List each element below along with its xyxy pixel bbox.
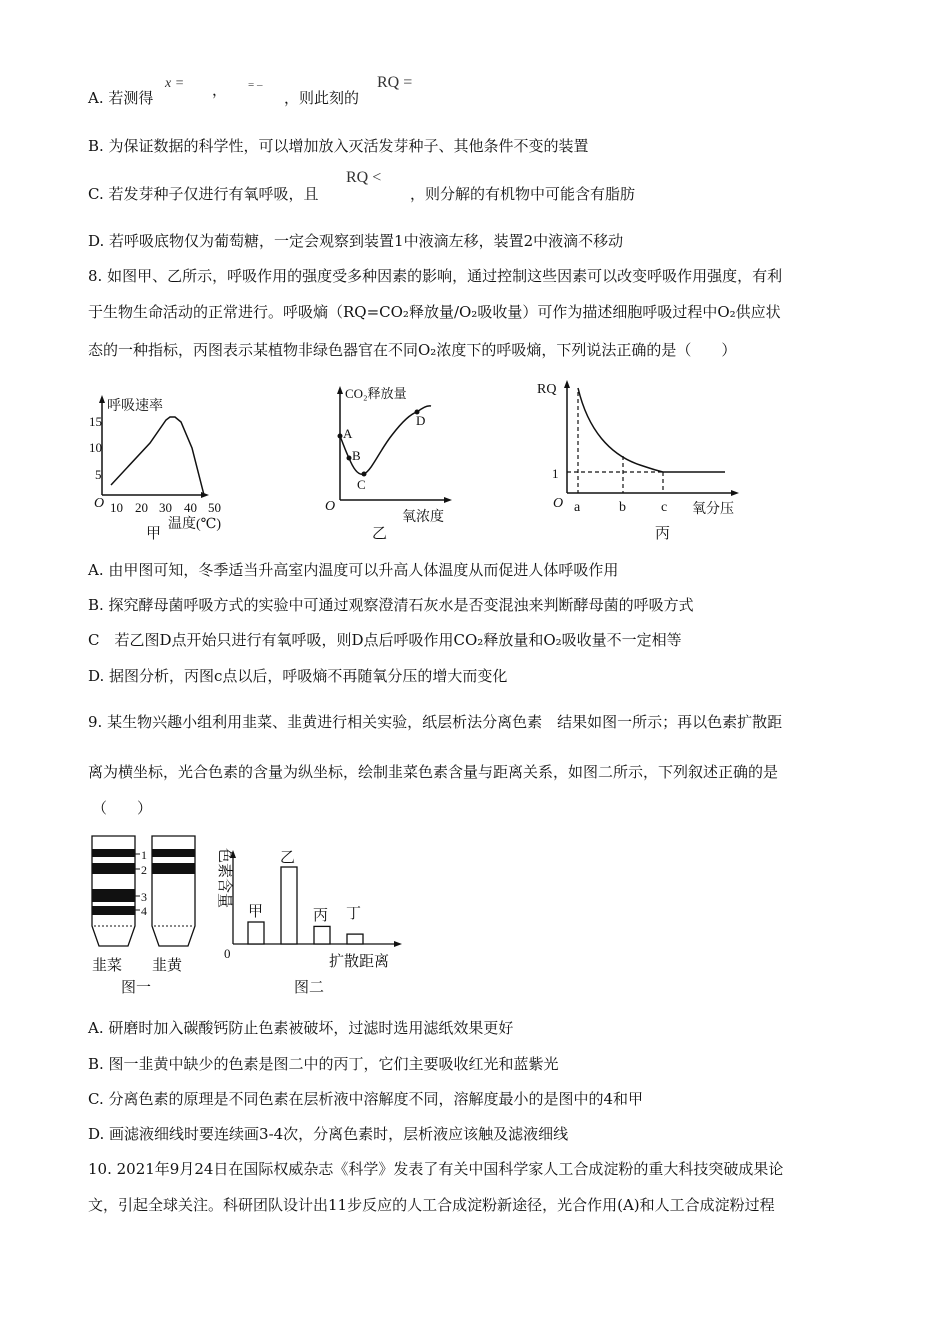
y-axis-label: 色素含量 <box>216 848 232 909</box>
question-9-line1: 9. 某生物兴趣小组利用韭菜、韭黄进行相关实验，纸层析法分离色素 结果如图一所示；再以色素扩散距 <box>88 713 783 731</box>
y-tick: 15 <box>89 414 102 429</box>
option-7a-suffix: ，则此刻的 <box>284 89 360 107</box>
x-axis-label: 氧分压 <box>692 502 734 517</box>
formula-rq-less: RQ < <box>346 169 382 186</box>
option-8b: B. 探究酵母菌呼吸方式的实验中可通过观察澄清石灰水是否变混浊来判断酵母菌的呼吸方式 <box>88 596 694 614</box>
bar-label: 乙 <box>280 850 296 866</box>
figure-2-bar <box>216 848 402 996</box>
x-tick: 40 <box>184 500 197 515</box>
rate-curve <box>111 417 204 495</box>
bar-乙 <box>281 867 297 944</box>
y-axis-label: RQ <box>537 382 557 397</box>
option-8c: C 若乙图D点开始只进行有氧呼吸，则D点后呼吸作用CO₂释放量和O₂吸收量不一定相等 <box>88 631 682 649</box>
strip-label: 韭黄 <box>152 958 183 974</box>
x-tick: c <box>661 500 668 515</box>
caption: 甲 <box>146 526 162 542</box>
question-8-line1: 8. 如图甲、乙所示，呼吸作用的强度受多种因素的影响，通过控制这些因素可以改变呼吸作用强度，有利 <box>88 267 783 285</box>
caption: 图一 <box>121 980 152 996</box>
bar-丙 <box>314 926 330 944</box>
x-tick: 50 <box>208 500 221 515</box>
option-8d: D. 据图分析，丙图c点以后，呼吸熵不再随氧分压的增大而变化 <box>88 667 508 685</box>
comma: ， <box>212 81 228 99</box>
origin: O <box>553 496 564 511</box>
figure-jia <box>89 395 221 542</box>
question-9-line2: 离为横坐标，光合色素的含量为纵坐标，绘制韭菜色素含量与距离关系，如图二所示，下列叙述正确的是 <box>88 763 779 781</box>
bar-甲 <box>248 922 264 944</box>
figure-1-chromatography <box>92 836 195 996</box>
question-10-line2: 文，引起全球关注。科研团队设计出11步反应的人工合成淀粉新途径，光合作用(A)和人工合成淀粉过程 <box>88 1196 775 1214</box>
band-label: 4 <box>141 904 147 918</box>
band-1 <box>152 849 195 857</box>
question-9-line3: （ ） <box>92 799 153 817</box>
x-tick: 30 <box>159 500 172 515</box>
formula-x: x = <box>165 76 185 91</box>
option-8a: A. 由甲图可知，冬季适当升高室内温度可以升高人体温度从而促进人体呼吸作用 <box>88 561 619 579</box>
caption: 丙 <box>655 526 671 542</box>
option-7d: D. 若呼吸底物仅为葡萄糖，一定会观察到装置1中液滴左移，装置2中液滴不移动 <box>88 232 624 250</box>
y-tick: 5 <box>95 467 102 482</box>
option-9a: A. 研磨时加入碳酸钙防止色素被破坏，过滤时选用滤纸效果更好 <box>88 1019 514 1037</box>
origin: O <box>325 499 336 514</box>
option-9c: C. 分离色素的原理是不同色素在层析液中溶解度不同，溶解度最小的是图中的4和甲 <box>88 1090 644 1108</box>
question-8-line2: 于生物生命活动的正常进行。呼吸熵（RQ=CO₂释放量/O₂吸收量）可作为描述细胞呼吸过程中O₂供应状 <box>88 303 781 321</box>
option-9b: B. 图一韭黄中缺少的色素是图二中的丙丁，它们主要吸收红光和蓝紫光 <box>88 1055 559 1073</box>
figure-bing <box>537 380 739 542</box>
option-7a: A. 若测得 <box>88 89 154 107</box>
point-label: D <box>416 413 426 428</box>
option-7c: C. 若发芽种子仅进行有氧呼吸，且 <box>88 185 319 203</box>
option-7b: B. 为保证数据的科学性，可以增加放入灭活发芽种子、其他条件不变的装置 <box>88 137 589 155</box>
point-label: C <box>357 477 366 492</box>
x-tick: b <box>619 500 626 515</box>
origin: O <box>94 496 105 511</box>
bar-丁 <box>347 934 363 944</box>
x-tick: 20 <box>135 500 148 515</box>
band-label: 3 <box>141 890 147 904</box>
strip-label: 韭菜 <box>92 958 123 974</box>
band-1 <box>92 849 135 857</box>
x-axis-label: 温度(℃) <box>168 517 221 532</box>
band-label: 1 <box>141 848 147 862</box>
question-10-line1: 10. 2021年9月24日在国际权威杂志《科学》发表了有关中国科学家人工合成淀粉的重大科技突破成果论 <box>88 1160 784 1178</box>
band-3 <box>92 889 135 902</box>
bar-label: 丙 <box>313 908 329 924</box>
y-tick: 1 <box>552 466 559 481</box>
x-tick: a <box>574 500 581 515</box>
formula-fraction: = – <box>248 79 263 91</box>
band-2 <box>92 863 135 874</box>
question-8-line3: 态的一种指标，丙图表示某植物非绿色器官在不同O₂浓度下的呼吸熵，下列说法正确的是（ ） <box>88 341 737 359</box>
bar-label: 丁 <box>346 906 362 922</box>
band-4 <box>92 906 135 915</box>
option-7c-suffix: ，则分解的有机物中可能含有脂肪 <box>410 185 636 203</box>
point-label: B <box>352 448 361 463</box>
formula-rq: RQ = <box>377 74 413 91</box>
caption: 图二 <box>294 980 325 996</box>
point-label: A <box>343 426 353 441</box>
option-9d: D. 画滤液细线时要连续画3-4次，分离色素时，层析液应该触及滤液细线 <box>88 1125 569 1143</box>
x-axis-label: 氧浓度 <box>402 510 444 525</box>
y-axis-label: CO₂释放量 <box>345 386 407 401</box>
rq-curve <box>578 388 725 472</box>
bar-label: 甲 <box>248 904 264 920</box>
figure-yi <box>325 386 452 542</box>
y-axis-label: 呼吸速率 <box>107 399 163 414</box>
y-tick: 10 <box>89 440 102 455</box>
x-axis-label: 扩散距离 <box>329 954 390 970</box>
band-2 <box>152 863 195 874</box>
x-tick: 10 <box>110 500 123 515</box>
origin: 0 <box>224 946 231 961</box>
caption: 乙 <box>372 526 388 542</box>
band-label: 2 <box>141 863 147 877</box>
